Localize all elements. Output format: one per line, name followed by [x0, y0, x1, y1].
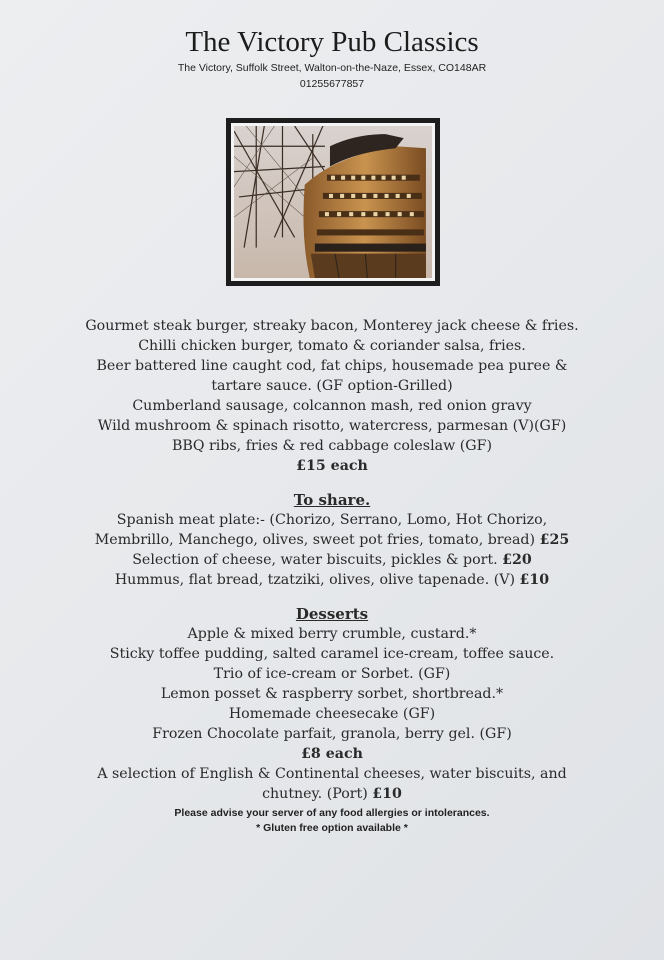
- mains-price: £15 each: [296, 458, 368, 474]
- page-title: The Victory Pub Classics: [185, 26, 479, 58]
- mains-item: tartare sauce. (GF option-Grilled): [211, 378, 453, 394]
- dessert-item: Sticky toffee pudding, salted caramel ice-cream, toffee sauce.: [109, 646, 555, 662]
- share-item: Membrillo, Manchego, olives, sweet pot fries, tomato, bread) £25: [94, 532, 570, 548]
- cheese-board-item: A selection of English & Continental cheeses, water biscuits, and: [97, 766, 567, 782]
- share-price: £10: [519, 572, 550, 588]
- mains-item: Beer battered line caught cod, fat chips, housemade pea puree &: [96, 358, 568, 374]
- share-heading: To share.: [293, 491, 371, 509]
- desserts-price: £8 each: [301, 746, 363, 762]
- share-item: Selection of cheese, water biscuits, pickles & port. £20: [132, 552, 532, 568]
- allergy-note: Please advise your server of any food allergies or intolerances.: [174, 807, 490, 819]
- dessert-item: Frozen Chocolate parfait, granola, berry gel. (GF): [152, 726, 512, 742]
- pub-phone: 01255677857: [299, 78, 365, 90]
- mains-item: Gourmet steak burger, streaky bacon, Monterey jack cheese & fries.: [85, 318, 579, 334]
- ship-photo: [226, 118, 440, 286]
- share-price: £20: [502, 552, 532, 568]
- desserts-heading: Desserts: [295, 605, 369, 623]
- desserts-section: [0, 604, 664, 804]
- pub-address: The Victory, Suffolk Street, Walton-on-the-Naze, Essex, CO148AR: [177, 62, 487, 74]
- gluten-free-note: * Gluten free option available *: [256, 822, 408, 834]
- dessert-item: Lemon posset & raspberry sorbet, shortbread.*: [160, 686, 504, 702]
- share-item: Hummus, flat bread, tzatziki, olives, olive tapenade. (V) £10: [114, 572, 550, 588]
- mains-item: BBQ ribs, fries & red cabbage coleslaw (GF): [172, 438, 492, 454]
- cheese-board-item: chutney. (Port) £10: [262, 786, 402, 802]
- dessert-item: Apple & mixed berry crumble, custard.*: [187, 626, 477, 642]
- dessert-item: Homemade cheesecake (GF): [228, 706, 436, 722]
- share-price: £25: [539, 532, 570, 548]
- share-section: [0, 490, 664, 590]
- mains-section: [0, 316, 664, 476]
- menu-content: [0, 316, 664, 836]
- dessert-item: Trio of ice-cream or Sorbet. (GF): [213, 666, 451, 682]
- cheese-board-price: £10: [372, 786, 402, 802]
- ship-photo-icon: [234, 126, 432, 278]
- share-item: Spanish meat plate:- (Chorizo, Serrano, Lomo, Hot Chorizo,: [116, 512, 548, 528]
- mains-item: Cumberland sausage, colcannon mash, red onion gravy: [132, 398, 532, 414]
- mains-item: Wild mushroom & spinach risotto, watercress, parmesan (V)(GF): [97, 418, 567, 434]
- mains-item: Chilli chicken burger, tomato & coriander salsa, fries.: [138, 338, 526, 354]
